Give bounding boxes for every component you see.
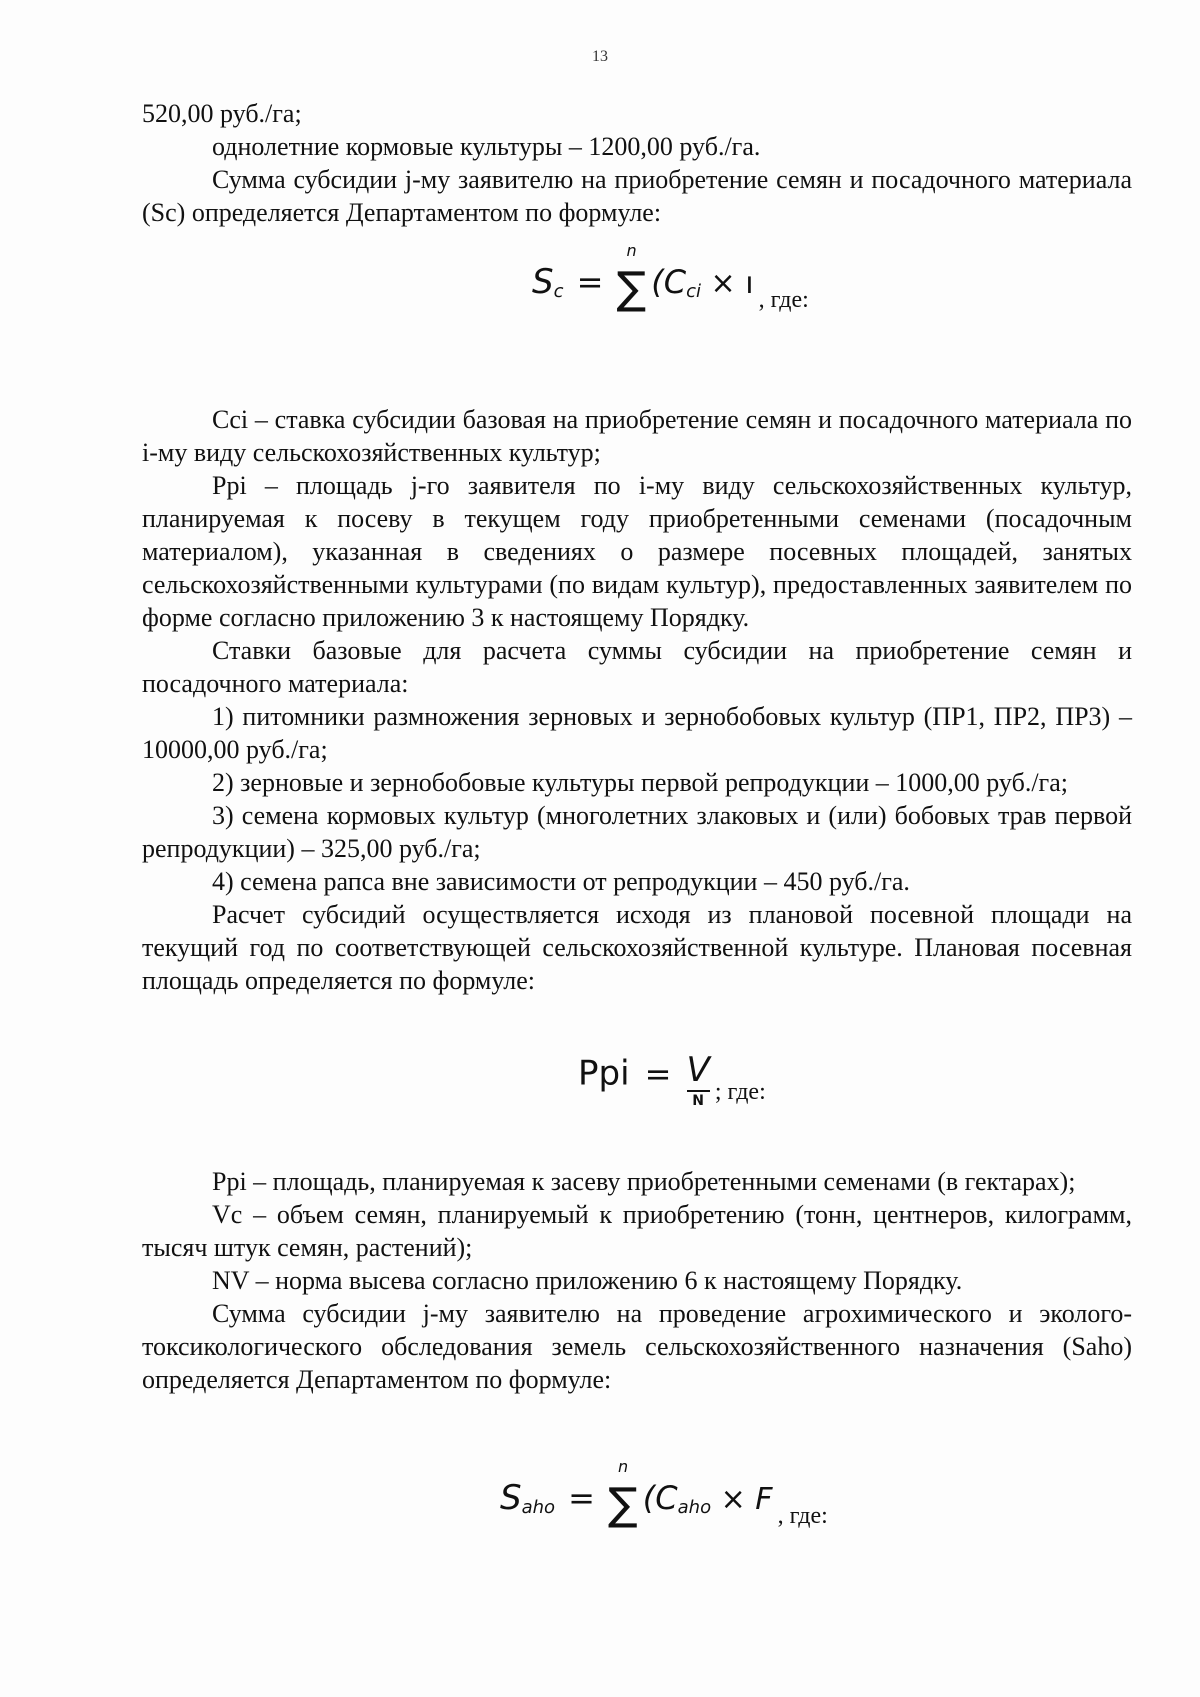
paragraph: Расчет субсидий осуществляется исходя из плановой посевной площади на текущий год по соответствующей сельскохозяйственной культуре. Плановая посевная площадь определяется по формуле: <box>142 900 1132 995</box>
paragraph: Ppi – площадь, планируемая к засеву приобретенными семенами (в гектарах); <box>212 1167 1076 1196</box>
paragraph: Сумма субсидии j-му заявителю на проведение агрохимического и эколого-токсикологического обследования земель сельскохозяйственного назначения (Saho) определяется Департаментом по формуле: <box>142 1299 1132 1394</box>
formula-ppi <box>578 1052 766 1108</box>
formula-equals: = <box>644 1054 672 1093</box>
sum-upper-limit: n <box>626 241 637 260</box>
fraction-denominator: N <box>692 1093 705 1109</box>
formula-tail: × ı <box>700 266 754 301</box>
sum-upper-limit: n <box>618 1457 629 1476</box>
paragraph: Cci – ставка субсидии базовая на приобретение семян и посадочного материала по i-му виду сельскохозяйственных культур; <box>142 405 1132 467</box>
fraction-bar <box>687 1090 710 1092</box>
paragraph: 2) зерновые и зернобобовые культуры первой репродукции – 1000,00 руб./га; <box>212 768 1068 797</box>
text-block-3 <box>142 1165 1132 1396</box>
paragraph: 1) питомники размножения зерновых и зернобобовых культур (ПР1, ПР2, ПР3) – 10000,00 руб./га; <box>142 702 1132 764</box>
formula-lhs: S <box>500 1478 522 1518</box>
formula-body-subscript: ci <box>686 281 701 303</box>
paragraph: Vc – объем семян, планируемый к приобретению (тонн, центнеров, килограмм, тысяч штук семян, растений); <box>142 1200 1132 1262</box>
formula-tail: × F <box>711 1482 773 1517</box>
paragraph: Ставки базовые для расчета суммы субсидии на приобретение семян и посадочного материала: <box>142 636 1132 698</box>
formula-sc <box>532 241 809 314</box>
formula-equals: = <box>576 263 604 301</box>
paragraph: Сумма субсидии j-му заявителю на приобретение семян и посадочного материала (Sc) определяется Департаментом по формуле: <box>142 165 1132 227</box>
formula-lhs: Ppi <box>578 1053 630 1094</box>
paragraph: 3) семена кормовых культур (многолетних злаковых и (или) бобовых трав первой репродукции) – 325,00 руб./га; <box>142 801 1132 863</box>
text-block-1 <box>142 97 1132 229</box>
sum-sign: ∑ <box>616 263 647 314</box>
text-block-2 <box>142 403 1132 997</box>
formula-where: , где: <box>777 1503 828 1529</box>
formula-lhs: S <box>532 262 554 302</box>
formula-equals: = <box>568 1479 595 1517</box>
fraction-numerator: V <box>686 1050 710 1090</box>
formula-lhs-subscript: c <box>553 281 564 303</box>
formula-saho <box>500 1457 828 1530</box>
sum-sign: ∑ <box>608 1479 638 1530</box>
formula-lhs-subscript: aho <box>521 1497 556 1519</box>
page-number: 13 <box>592 48 608 65</box>
formula-where: ; где: <box>714 1078 766 1105</box>
sum-symbol <box>608 1457 638 1530</box>
sum-symbol <box>616 241 647 314</box>
formula-fraction <box>687 1052 710 1108</box>
formula-body-subscript: aho <box>677 1497 712 1519</box>
paragraph: 520,00 руб./га; <box>142 99 302 128</box>
formula-where: , где: <box>758 287 809 313</box>
formula-body: (C <box>642 1479 678 1517</box>
paragraph: Ppi – площадь j-го заявителя по i-му виду сельскохозяйственных культур, планируемая к посеву в текущем году приобретенными семенами (посадочным материалом), указанная в сведениях о размере посевных площадей, занятых сельскохозяйственными культурами (по видам культур), предоставленных заявителем по форме согласно приложению 3 к настоящему Порядку. <box>142 471 1132 632</box>
paragraph: однолетние кормовые культуры – 1200,00 руб./га. <box>212 132 761 161</box>
paragraph: 4) семена рапса вне зависимости от репродукции – 450 руб./га. <box>212 867 910 896</box>
paragraph: NV – норма высева согласно приложению 6 к настоящему Порядку. <box>212 1266 963 1295</box>
formula-body: (C <box>651 263 687 301</box>
